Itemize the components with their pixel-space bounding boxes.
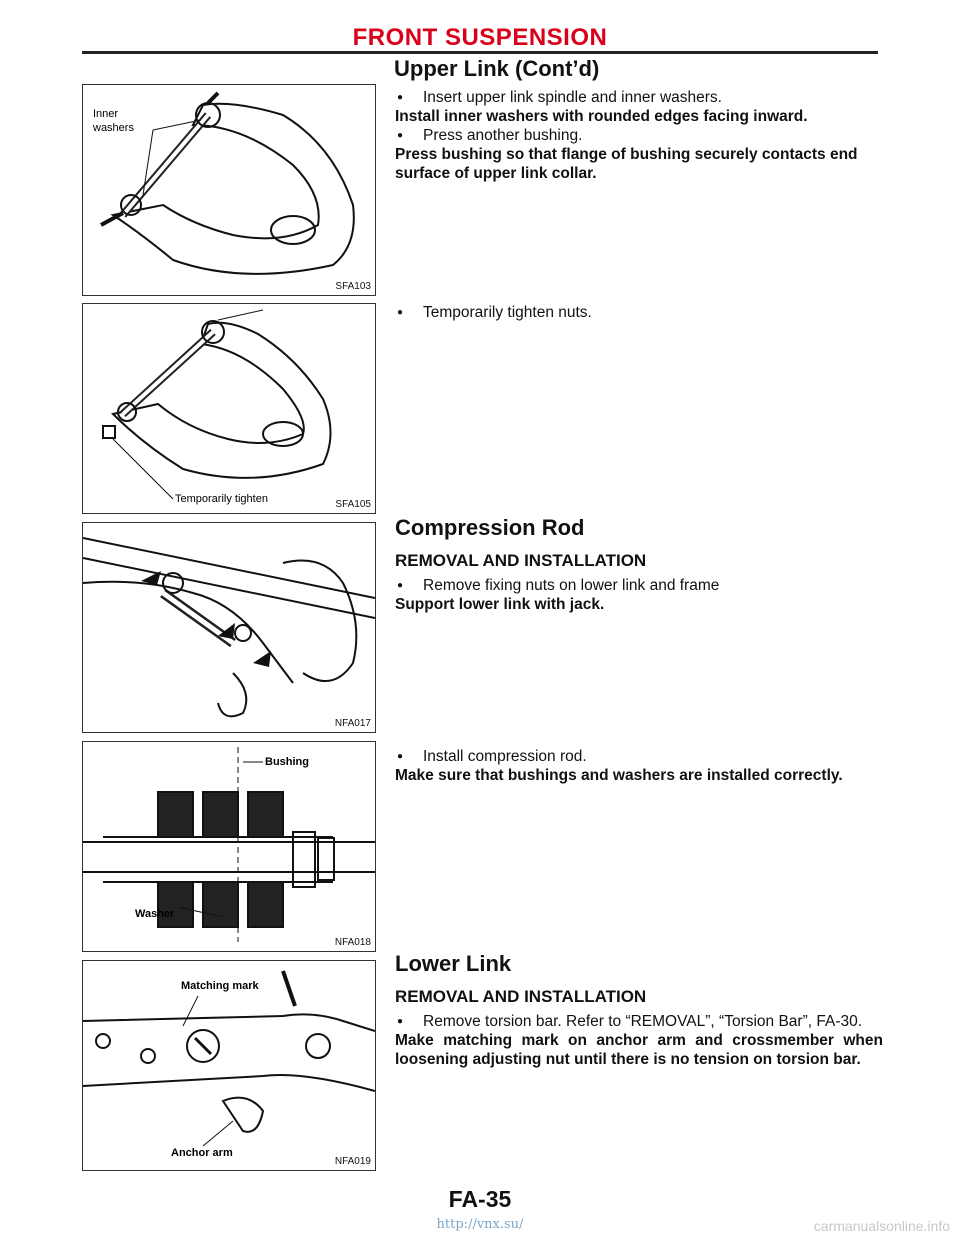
figure-upper-link-washers xyxy=(82,84,376,296)
section-header-title: FRONT SUSPENSION xyxy=(352,24,608,51)
bold-note: Make sure that bushings and washers are installed correctly. xyxy=(395,767,843,784)
figure-bushing-washer xyxy=(82,741,376,952)
bullet-step: ● Press another bushing. xyxy=(395,126,883,145)
section-title: Lower Link xyxy=(395,951,512,976)
bold-note: Install inner washers with rounded edges facing inward. xyxy=(395,108,808,125)
compression-rod-illustration xyxy=(83,523,375,732)
bold-note: Make matching mark on anchor arm and crossmember when loosening adjusting nut until there is no tension on torsion bar. xyxy=(395,1032,883,1068)
figure-label: Bushing xyxy=(265,756,309,768)
bullet-step: ● Remove torsion bar. Refer to “REMOVAL”, “Torsion Bar”, FA-30. xyxy=(395,1012,883,1031)
section-subtitle: REMOVAL AND INSTALLATION xyxy=(395,987,647,1006)
figure-code: NFA019 xyxy=(334,1156,371,1167)
figure-temporarily-tighten xyxy=(82,303,376,514)
bullet-step: ● Install compression rod. xyxy=(395,747,883,766)
bold-note: Support lower link with jack. xyxy=(395,596,605,613)
upper-link-nuts-illustration xyxy=(83,304,375,513)
section-compression-rod xyxy=(395,515,883,614)
anchor-arm-illustration xyxy=(83,961,375,1170)
upper-link-illustration xyxy=(83,85,375,295)
page-number: FA-35 xyxy=(448,1186,512,1212)
watermark: carmanualsonline.info xyxy=(813,1218,950,1234)
bullet-step: ● Remove fixing nuts on lower link and frame xyxy=(395,576,883,595)
figure-compression-rod xyxy=(82,522,376,733)
instructions-upper-link xyxy=(395,88,883,183)
figure-label: Anchor arm xyxy=(171,1147,233,1159)
header-divider xyxy=(82,51,878,54)
bushing-section-illustration xyxy=(83,742,375,951)
figure-label: Temporarily tighten xyxy=(175,493,268,505)
figure-label: Inner xyxy=(93,108,119,120)
footer-url-link[interactable]: http://vnx.su/ xyxy=(436,1217,524,1232)
section-subtitle: REMOVAL AND INSTALLATION xyxy=(395,551,647,570)
figure-label: washers xyxy=(93,122,134,134)
bullet-step: ● Temporarily tighten nuts. xyxy=(395,303,883,322)
figure-code: NFA018 xyxy=(334,937,371,948)
section-lower-link xyxy=(395,951,883,1069)
bold-note: Press bushing so that flange of bushing securely contacts end surface of upper link collar. xyxy=(395,146,858,182)
figure-label: Washer xyxy=(135,908,175,920)
page-subtitle: Upper Link (Cont’d) xyxy=(394,56,600,81)
figure-code: SFA105 xyxy=(335,499,371,510)
bullet-step: ● Insert upper link spindle and inner washers. xyxy=(395,88,883,107)
instructions-tighten xyxy=(395,303,883,322)
figure-label: Matching mark xyxy=(181,980,259,992)
section-title: Compression Rod xyxy=(395,515,585,540)
figure-anchor-arm xyxy=(82,960,376,1171)
figure-code: SFA103 xyxy=(335,281,371,292)
instructions-compression-rod xyxy=(395,747,883,785)
figure-code: NFA017 xyxy=(334,718,371,729)
